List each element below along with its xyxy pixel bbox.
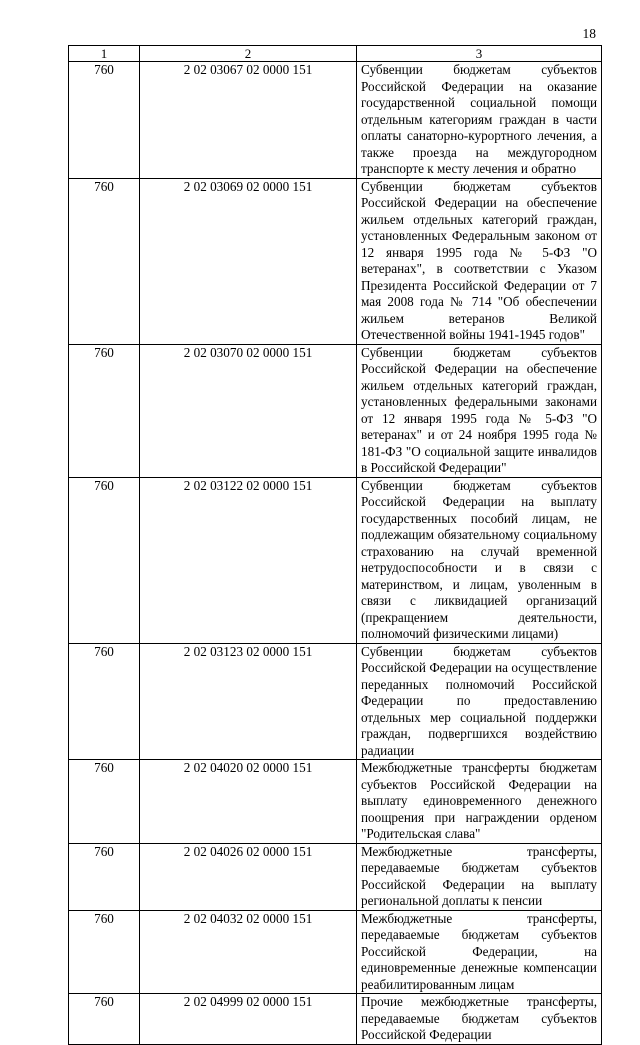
budget-code-cell: 2 02 04026 02 0000 151 (140, 843, 357, 910)
table-header-row (69, 46, 602, 62)
column-header-2: 2 (140, 46, 357, 62)
budget-code-cell: 2 02 04020 02 0000 151 (140, 760, 357, 844)
admin-code-cell: 760 (69, 843, 140, 910)
budget-code-cell: 2 02 03123 02 0000 151 (140, 643, 357, 760)
budget-code-cell: 2 02 04032 02 0000 151 (140, 910, 357, 994)
admin-code-cell: 760 (69, 344, 140, 477)
budget-code-cell: 2 02 03069 02 0000 151 (140, 178, 357, 344)
description-cell: Субвенции бюджетам субъектов Российской Федерации на осуществление переданных полномочий Российской Федерации по предоставлению отдельных мер социальной поддержки граждан, подвергшихся воздействию радиации (357, 643, 602, 760)
admin-code-cell: 760 (69, 178, 140, 344)
admin-code-cell: 760 (69, 994, 140, 1045)
budget-code-cell: 2 02 03122 02 0000 151 (140, 477, 357, 643)
table-row (69, 62, 602, 179)
table-row (69, 344, 602, 477)
table-row (69, 643, 602, 760)
table-row (69, 760, 602, 844)
budget-codes-table (68, 45, 602, 1045)
budget-code-cell: 2 02 04999 02 0000 151 (140, 994, 357, 1045)
admin-code-cell: 760 (69, 62, 140, 179)
column-header-3: 3 (357, 46, 602, 62)
table-row (69, 178, 602, 344)
budget-code-cell: 2 02 03070 02 0000 151 (140, 344, 357, 477)
table-row (69, 843, 602, 910)
table-row (69, 910, 602, 994)
description-cell: Межбюджетные трансферты, передаваемые бюджетам субъектов Российской Федерации, на единовременные денежные компенсации реабилитированным лицам (357, 910, 602, 994)
description-cell: Субвенции бюджетам субъектов Российской Федерации на обеспечение жильем отдельных категорий граждан, установленных Федеральным законом от 12 января 1995 года № 5-ФЗ "О ветеранах", в соответствии с Указом Президента Российской Федерации от 7 мая 2008 года № 714 "Об обеспечении жильем ветеранов Великой Отечественной войны 1941-1945 годов" (357, 178, 602, 344)
description-cell: Межбюджетные трансферты, передаваемые бюджетам субъектов Российской Федерации на выплату региональной доплаты к пенсии (357, 843, 602, 910)
description-cell: Субвенции бюджетам субъектов Российской Федерации на выплату государственных пособий лицам, не подлежащим обязательному социальному страхованию на случай временной нетрудоспособности и в связи с материнством, и лицам, уволенным в связи с ликвидацией организаций (прекращением деятельности, полномочий физическими лицами) (357, 477, 602, 643)
admin-code-cell: 760 (69, 760, 140, 844)
table-row (69, 994, 602, 1045)
description-cell: Межбюджетные трансферты бюджетам субъектов Российской Федерации на выплату единовременного денежного поощрения при награждении орденом "Родительская слава" (357, 760, 602, 844)
budget-code-cell: 2 02 03067 02 0000 151 (140, 62, 357, 179)
table-row (69, 477, 602, 643)
page-number: 18 (582, 26, 596, 41)
description-cell: Прочие межбюджетные трансферты, передаваемые бюджетам субъектов Российской Федерации (357, 994, 602, 1045)
admin-code-cell: 760 (69, 910, 140, 994)
admin-code-cell: 760 (69, 477, 140, 643)
column-header-1: 1 (69, 46, 140, 62)
description-cell: Субвенции бюджетам субъектов Российской Федерации на обеспечение жильем отдельных категорий граждан, установленных федеральными законами от 12 января 1995 года № 5-ФЗ "О ветеранах" и от 24 ноября 1995 года № 181-ФЗ "О социальной защите инвалидов в Российской Федерации" (357, 344, 602, 477)
admin-code-cell: 760 (69, 643, 140, 760)
description-cell: Субвенции бюджетам субъектов Российской Федерации на оказание государственной социальной помощи отдельным категориям граждан в части оплаты санаторно-курортного лечения, а также проезда на междугородном транспорте к месту лечения и обратно (357, 62, 602, 179)
